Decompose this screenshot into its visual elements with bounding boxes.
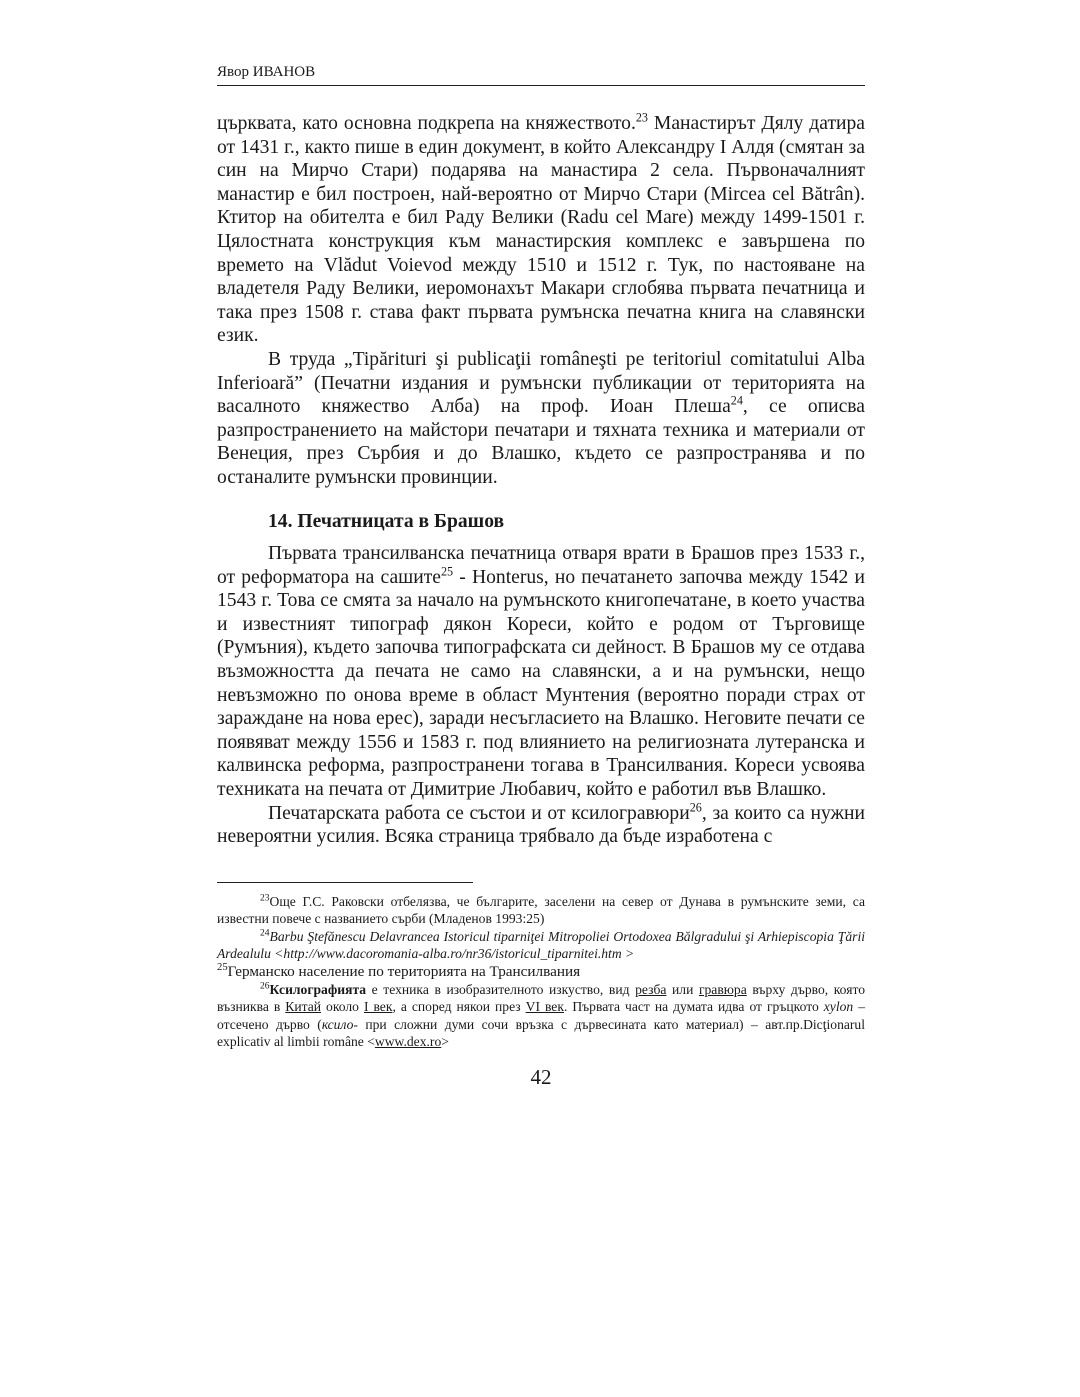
footnote-ref-23[interactable]: 23	[635, 110, 648, 125]
main-text-section-14	[217, 542, 865, 849]
paragraph	[217, 802, 865, 849]
footnote-23	[217, 893, 865, 928]
main-text	[217, 112, 865, 490]
link-gravyura[interactable]: гравюра	[698, 982, 747, 998]
footnote-26	[217, 981, 865, 1051]
footnote-text: Barbu Ştefănescu Delavrancea Istoricul tiparniţei Mitropoliei Ortodoxea Bălgradului şi Arhiepiscopia Ţării Ardealulu <http://www.dacoromania-alba.ro/nr36/istoricul_tiparnitei.htm >	[217, 928, 865, 962]
footnote-number: 25	[217, 961, 228, 973]
link-dex[interactable]: www.dex.ro	[374, 1034, 442, 1050]
footnote-25	[217, 963, 865, 981]
footnote-ref-24[interactable]: 24	[730, 393, 743, 408]
footnote-ref-25[interactable]: 25	[440, 564, 454, 579]
footnote-text: , а според някои през	[392, 999, 526, 1015]
footnote-text: върху дърво, която възниква в	[217, 982, 865, 1015]
paragraph-text: В труда „Tipărituri şi publicaţii româneşti pe teritoriul comitatului Alba Inferioară” (Печатни издания и румънски публикации от територията на васалното княжество Алба) на проф. Иоан Плеша	[217, 348, 865, 418]
link-rezba[interactable]: резба	[635, 982, 667, 998]
footnote-italic: ксило-	[321, 1016, 358, 1032]
footnote-text: Още Г.С. Раковски отбелязва, че българите, заселени на север от Дунава в румънските земи, са известни повече с названието сърби (Младенов 1993:25)	[217, 894, 865, 927]
paragraph-text: Печатарската работа се състои и от ксилогравюри	[268, 802, 690, 824]
footnotes	[217, 893, 865, 1051]
paragraph-text: , се описва разпространението на майстори печатари и тяхната техника и материали от Венеция, през Сърбия и до Влашко, където се разпространява и по останалите румънски провинции.	[217, 396, 865, 488]
footnote-number: 26	[260, 981, 270, 992]
paragraph	[217, 348, 865, 490]
footnote-text: при сложни думи сочи връзка с дървесината като материал) – авт.пр.Dicţionarul explicativ al limbii române <	[217, 1016, 866, 1050]
header-rule	[217, 85, 865, 86]
footnote-text: около	[321, 999, 364, 1015]
paragraph	[217, 542, 865, 802]
footnote-number: 24	[260, 928, 270, 939]
link-i-vek[interactable]: I век	[363, 999, 393, 1015]
footnote-italic: xylon	[823, 999, 854, 1015]
paragraph-text: Първата трансилванска печатница отваря врати в Брашов през 1533 г., от реформатора на сашите	[217, 543, 865, 588]
footnote-text: >	[441, 1034, 449, 1050]
paragraph-text: Манастирът Дялу датира от 1431 г., както пише в един документ, в който Александру I Алдя (смятан за син на Мирчо Стари) подарява на манастира 2 села. Първоначалният манастир е бил построен, най-вероятно от Мирчо Стари (Mircea cel Bătrân). Ктитор на обителта е бил Раду Велики (Radu cel Mare) между 1499-1501 г. Цялостната конструкция към манастирския комплекс е завършена по времето на Vlădut Voievod между 1510 и 1512 г. Тук, по настояване на владетеля Раду Велики, иеромонахът Макари сглобява първата печатница и така през 1508 г. става факт първата румънска печатна книга на славянски език.	[217, 113, 865, 347]
footnote-text: . Първата част на думата идва от гръцкото	[563, 999, 824, 1015]
running-head: Явор ИВАНОВ	[217, 64, 316, 80]
footnote-ref-26[interactable]: 26	[689, 800, 702, 814]
section-heading: 14. Печатницата в Брашов	[268, 511, 505, 532]
link-vi-vek[interactable]: VI век	[525, 999, 564, 1015]
link-kitai[interactable]: Китай	[285, 999, 322, 1015]
footnote-term: Ксилографията	[269, 982, 367, 998]
footnote-number: 23	[260, 893, 270, 904]
footnote-rule	[217, 882, 473, 883]
footnote-text: Германско население по територията на Трансилвания	[227, 962, 581, 980]
paragraph-text: , за които са нужни невероятни усилия. Всяка страница трябвало да бъде изработена с	[217, 802, 865, 848]
paragraph-text: църквата, като основна подкрепа на княжеството.	[217, 113, 636, 134]
footnote-text: е техника в изобразителното изкуство, вид	[366, 982, 636, 998]
footnote-24	[217, 928, 865, 963]
paragraph-text: - Honterus, но печатането започва между 1542 и 1543 г. Това се смята за начало на румънското книгопечатане, в което участва и известният типограф дякон Кореси, който е родом от Търговище (Румъния), където започва типографската си дейност. В Брашов му се отдава възможността да печата не само на славянски, а и на румънски, нещо невъзможно по онова време в област Мунтения (вероятно поради страх от зараждане на нова ерес), заради несъгласието на Влашко. Неговите печати се появяват между 1556 и 1583 г. под влиянието на религиозната лутеранска и калвинска реформа, разпространени тогава в Трансилвания. Кореси усвоява техниката на печата от Димитрие Любавич, който е работил във Влашко.	[217, 566, 865, 800]
footnote-text: или	[666, 982, 699, 998]
footnote-text: – отсечено дърво (	[217, 999, 865, 1032]
page-number: 42	[530, 1065, 552, 1089]
paragraph	[217, 112, 865, 348]
